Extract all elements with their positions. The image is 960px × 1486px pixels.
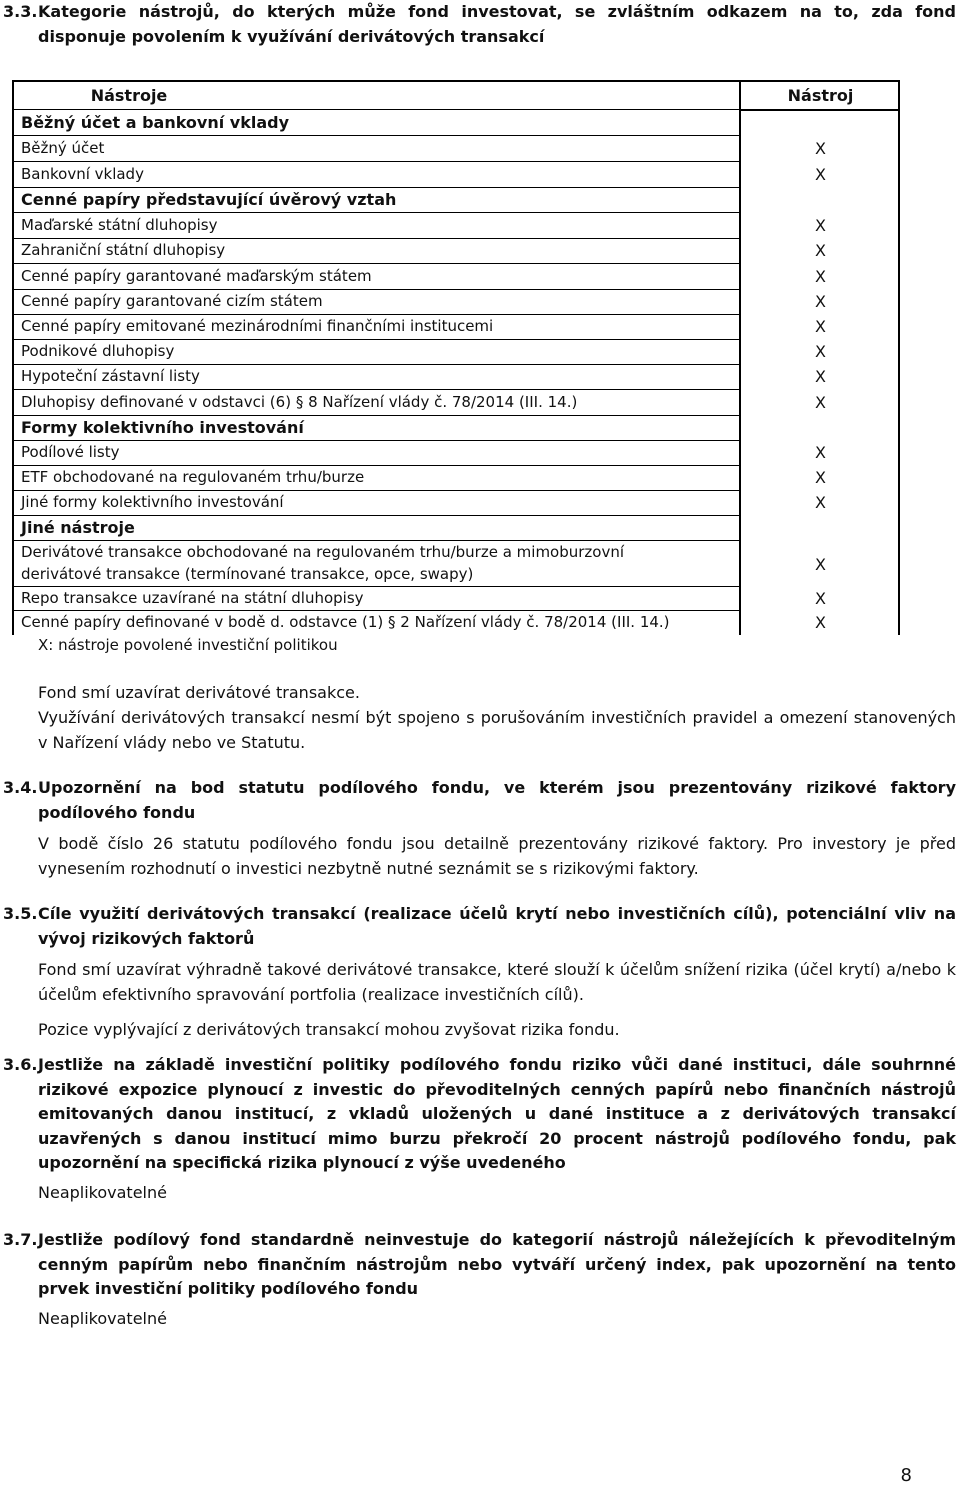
- section-3-5-body-1: Fond smí uzavírat výhradně takové derivátové transakce, které slouží k účelům snížení rizika (účel krytí) a/nebo k účelům efektivního spravování portfolia (realizace investičních cílů).: [38, 960, 956, 1004]
- table-row-mark: X: [815, 493, 826, 512]
- table-row-label: Běžný účet: [21, 139, 105, 157]
- table-row-label: Repo transakce uzavírané na státní dluhopisy: [21, 589, 364, 607]
- table-row-label: Hypoteční zástavní listy: [21, 367, 200, 385]
- table-row-label: Cenné papíry garantované maďarským státem: [21, 267, 372, 285]
- table-row-label: Jiné formy kolektivního investování: [21, 493, 284, 511]
- table-row-mark: X: [815, 367, 826, 386]
- table-row-label: Podílové listy: [21, 443, 120, 461]
- table-row-label: Cenné papíry emitované mezinárodními finančními institucemi: [21, 317, 494, 335]
- table-row-mark: X: [815, 139, 826, 158]
- header-mark-column: Nástroj: [787, 86, 854, 105]
- table-row-label: Formy kolektivního investování: [21, 418, 304, 437]
- table-row-label: Dluhopisy definované v odstavci (6) § 8 Nařízení vlády č. 78/2014 (III. 14.): [21, 393, 578, 411]
- table-row-label: Cenné papíry definované v bodě d. odstavce (1) § 2 Nařízení vlády č. 78/2014 (III. 14.): [21, 613, 670, 631]
- section-3-6-title: Jestliže na základě investiční politiky podílového fondu riziko vůči dané instituci, dále souhrnné rizikové expozice plynoucí z investic do převoditelných cenných papírů nebo finančních nástrojů emitovaných danou institucí, z vkladů uložených u dané instituce a z derivátových transakcí uzavřených s danou institucí mimo burzu překročí 20 procent nástrojů podílového fondu, pak upozornění na specifická rizika plynoucí z výše uvedeného: [38, 1055, 956, 1172]
- table-row-label: Jiné nástroje: [21, 518, 135, 537]
- derivatives-rules-text: Využívání derivátových transakcí nesmí být spojeno s porušováním investičních pravidel a omezení stanovených v Nařízení vlády nebo ve Statutu.: [38, 708, 956, 752]
- section-3-4-number: 3.4.: [3, 778, 38, 797]
- section-3-3-number: 3.3.: [3, 2, 38, 21]
- section-3-5-number: 3.5.: [3, 904, 38, 923]
- section-3-3-title: Kategorie nástrojů, do kterých může fond investovat, se zvláštním odkazem na to, zda fond disponuje povolením k využívání derivátových transakcí: [38, 2, 956, 46]
- section-3-7-body: Neaplikovatelné: [38, 1309, 167, 1328]
- derivatives-allowed-text: Fond smí uzavírat derivátové transakce.: [38, 683, 360, 702]
- section-3-4-title: Upozornění na bod statutu podílového fondu, ve kterém jsou prezentovány rizikové faktory podílového fondu: [38, 778, 956, 822]
- row-line: [14, 440, 739, 441]
- table-row-mark: X: [815, 317, 826, 336]
- table-row-label: Podnikové dluhopisy: [21, 342, 175, 360]
- table-row-label: Derivátové transakce obchodované na regulovaném trhu/burze a mimoburzovní: [21, 543, 625, 561]
- table-row-mark: X: [815, 613, 826, 632]
- section-3-6-body: Neaplikovatelné: [38, 1183, 167, 1202]
- section-3-6-number: 3.6.: [3, 1055, 38, 1074]
- section-3-4-body: V bodě číslo 26 statutu podílového fondu jsou detailně prezentovány rizikové faktory. Pro investory je před vynesením rozhodnutí o investici nezbytně nutné seznámit se s rizikovými faktory.: [38, 834, 956, 878]
- row-line: [14, 135, 739, 136]
- table-row-mark: X: [815, 589, 826, 608]
- table-row-mark: X: [815, 241, 826, 260]
- table-row-label: Zahraniční státní dluhopisy: [21, 241, 226, 259]
- header-instruments: Nástroje: [90, 86, 168, 105]
- table-row-mark: X: [815, 267, 826, 286]
- table-row-mark: X: [815, 443, 826, 462]
- table-row-label: Maďarské státní dluhopisy: [21, 216, 218, 234]
- table-row-mark: X: [815, 342, 826, 361]
- page-number: 8: [900, 1465, 912, 1486]
- table-legend-note: X: nástroje povolené investiční politikou: [38, 636, 338, 654]
- table-row-label: Cenné papíry představující úvěrový vztah: [21, 190, 397, 209]
- table-row-label: Cenné papíry garantované cizím státem: [21, 292, 323, 310]
- section-3-7-title: Jestliže podílový fond standardně neinvestuje do kategorií nástrojů náležejících k převoditelným cenným papírům nebo finančním nástrojům nebo vytváří určený index, pak upozornění na tento prvek investiční politiky podílového fondu: [38, 1230, 956, 1298]
- table-row-mark: X: [815, 393, 826, 412]
- header-underline-right: [741, 109, 900, 111]
- section-3-5-title: Cíle využití derivátových transakcí (realizace účelů krytí nebo investičních cílů), potenciální vliv na vývoj rizikových faktorů: [38, 904, 956, 948]
- table-row-mark: X: [815, 555, 826, 574]
- section-3-7-number: 3.7.: [3, 1230, 38, 1249]
- table-row-label-continued: derivátové transakce (termínované transakce, opce, swapy): [21, 565, 474, 583]
- table-row-mark: X: [815, 292, 826, 311]
- table-row-mark: X: [815, 165, 826, 184]
- section-3-5-body-2: Pozice vyplývající z derivátových transakcí mohou zvyšovat rizika fondu.: [38, 1020, 620, 1039]
- instruments-table: [12, 80, 900, 635]
- table-row-label: Bankovní vklady: [21, 165, 144, 183]
- table-row-mark: X: [815, 468, 826, 487]
- table-row-label: Běžný účet a bankovní vklady: [21, 113, 290, 132]
- table-row-label: ETF obchodované na regulovaném trhu/burze: [21, 468, 365, 486]
- table-row-mark: X: [815, 216, 826, 235]
